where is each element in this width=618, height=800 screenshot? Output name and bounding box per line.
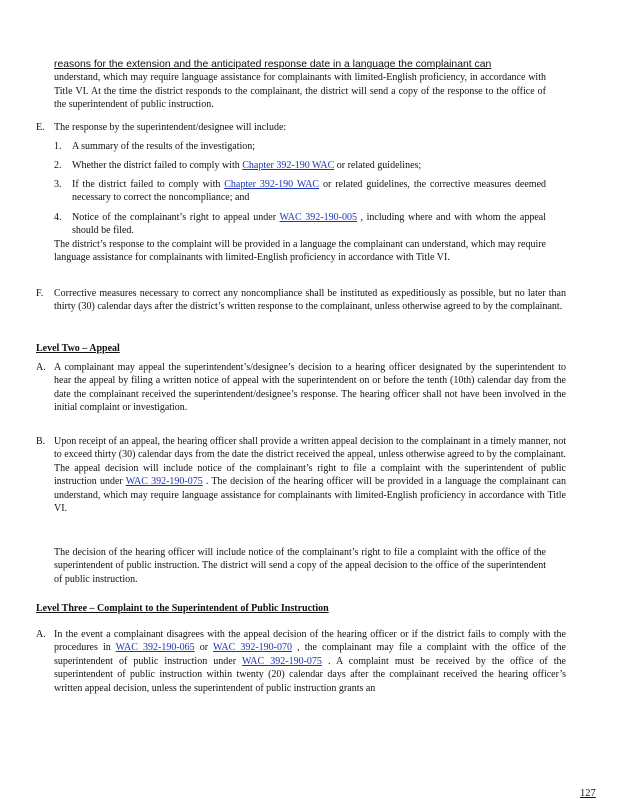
item-e-text: The response by the superintendent/designee will include: — [54, 122, 287, 133]
level-two-b-para2-text: The decision of the hearing officer will include notice of the complainant’s right to file a complaint with the office of the superintendent of public instruction. The district will send a copy of the appeal decision to the office of the superintendent of public instruction. — [54, 547, 546, 585]
item-e-sub-4 — [54, 211, 546, 238]
item-e-closing-text: The district’s response to the complaint will be provided in a language the complainant can understand, which may require language assistance for complainants with limited-English proficiency in accordance with Title VI. — [54, 239, 546, 264]
sub-4-post: , including where and with whom the appeal should be filed. — [72, 212, 546, 237]
level-three-item-a — [36, 628, 566, 695]
sub-2-post: or related guidelines; — [334, 160, 422, 171]
level-two-a-label: A. — [36, 362, 46, 373]
level-two-b-para2 — [54, 546, 546, 586]
sub-3-label: 3. — [54, 179, 62, 190]
level-two-a-text: A complainant may appeal the superintendent’s/designee’s decision to a hearing officer designated by the superintendent to hear the appeal by filing a written notice of appeal with the superintendent on or before the tenth (10th) calendar day from the date the complainant received the superintendent/designee’s response. The hearing officer shall not have been involved in the initial complaint or investigation. — [54, 362, 566, 414]
sub-1-label: 1. — [54, 141, 62, 152]
sub-2-label: 2. — [54, 160, 62, 171]
sub-3-text — [72, 178, 546, 205]
level-three-heading: Level Three – Complaint to the Superintendent of Public Instruction — [36, 603, 329, 614]
level-three-a-mid1: or — [194, 642, 214, 654]
sub-4-pre: Notice of the complainant’s right to appeal under — [72, 212, 280, 223]
level-three-a-pre: In the event a complainant disagrees with the appeal decision of the hearing officer or if the district fails to comply with the procedures in — [54, 629, 566, 654]
wac-392-190-070-link[interactable]: WAC 392-190-070 — [213, 642, 292, 654]
item-e-sub-2 — [54, 159, 546, 172]
sub-2-text — [72, 159, 546, 172]
item-f — [36, 287, 566, 314]
level-two-item-b — [36, 435, 566, 515]
underlined-continuation-line: reasons for the extension and the anticipated response date in a language the complainant can — [54, 59, 492, 70]
wac-392-190-075-link[interactable]: WAC 392-190-075 — [125, 476, 203, 488]
level-two-b-pre: Upon receipt of an appeal, the hearing officer shall provide a written appeal decision to the complainant in a timely manner, not to exceed thirty (30) calendar days from the date the district received the appeal, unless otherwise agreed to by the complainant. The appeal decision will include notice of the complainant’s right to file a complaint with the superintendent of public instruction under — [54, 436, 566, 488]
wac-392-190-075-link[interactable]: WAC 392-190-075 — [241, 655, 322, 667]
level-two-heading: Level Two – Appeal — [36, 343, 120, 354]
sub-4-text — [72, 211, 546, 238]
chapter-392-190-wac-link[interactable]: Chapter 392-190 WAC — [242, 160, 335, 171]
level-two-item-a — [36, 361, 566, 415]
item-e-label: E. — [36, 122, 45, 133]
sub-2-pre: Whether the district failed to comply with — [72, 160, 243, 171]
item-e — [36, 121, 566, 134]
page-number: 127 — [580, 788, 596, 799]
continuation-paragraph — [54, 58, 546, 112]
sub-3-pre: If the district failed to comply with — [72, 179, 225, 190]
wac-392-190-005-link[interactable]: WAC 392-190-005 — [279, 212, 357, 223]
level-two-b-post: . The decision of the hearing officer will be provided in a language the complainant can understand, which may require language assistance for complainants with limited-English proficiency in accordance with Title VI. — [54, 476, 566, 515]
chapter-392-190-wac-link[interactable]: Chapter 392-190 WAC — [224, 179, 320, 190]
sub-4-label: 4. — [54, 212, 62, 223]
item-f-label: F. — [36, 288, 44, 299]
level-three-a-label: A. — [36, 629, 46, 640]
level-three-a-post: . A complaint must be received by the office of the superintendent of public instruction within twenty (20) calendar days after the complainant received the hearing officer’s written appeal decision, unless the superintendent of public instruction grants an — [54, 655, 566, 694]
level-two-b-label: B. — [36, 436, 46, 447]
level-three-a-mid2: , the complainant may file a complaint with the office of the superintendent of public instruction under — [54, 642, 566, 667]
sub-3-post: or related guidelines, the corrective measures deemed necessary to correct the noncompliance; and — [72, 179, 547, 204]
item-e-closing — [54, 238, 546, 265]
item-e-sub-1 — [54, 140, 546, 153]
level-three-a-text — [54, 628, 566, 695]
continuation-text: understand, which may require language assistance for complainants with limited-English proficiency, in accordance with Title VI. At the time the district responds to the complainant, the district will send a copy of the response to the office of the superintendent of public instruction. — [54, 72, 546, 111]
item-f-text: Corrective measures necessary to correct any noncompliance shall be instituted as expeditiously as possible, but no later than thirty (30) calendar days after the district’s written response to the complainant, unless otherwise agreed to by the complainant. — [54, 288, 566, 313]
level-two-b-text — [54, 435, 566, 515]
wac-392-190-065-link[interactable]: WAC 392-190-065 — [115, 642, 195, 654]
sub-1-text: A summary of the results of the investigation; — [72, 141, 256, 152]
item-e-sub-3 — [54, 178, 546, 205]
